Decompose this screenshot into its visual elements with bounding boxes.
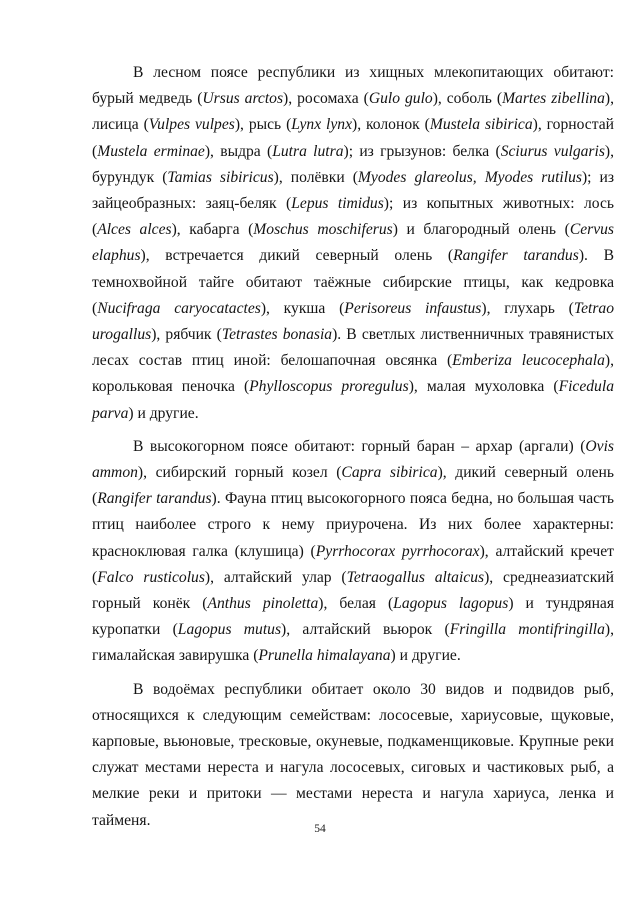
text-segment: ), сибирский горный козел ( [137,464,342,482]
species-name: Ficedula parva [92,378,614,422]
species-name: Lepus timidus [291,195,384,213]
text-segment: ), встречается дикий северный олень ( [140,247,454,265]
species-name: Phylloscopus proregulus [249,378,409,396]
species-name: Mustela sibirica [429,116,533,134]
text-segment: ) и благородный олень ( [392,221,570,239]
text-segment: ) и другие. [390,647,461,665]
species-name: Capra sibirica [341,464,438,482]
species-name: Tetrastes bonasia [221,326,333,344]
species-name: Cervus elaphus [92,221,614,265]
species-name: Rangifer tarandus [453,247,579,265]
text-segment: ). В темнохвойной тайге обитают таёжные сибирские птицы, как кедровка ( [92,247,614,317]
species-name: Lutra lutra [272,142,344,160]
text-segment: В высокогорном поясе обитают: горный баран – архар (аргали) ( [133,437,586,455]
text-segment: ), кукша ( [260,299,345,317]
species-name: Lagopus lagopus [393,595,509,613]
text-segment: ), дикий северный олень ( [92,464,614,508]
text-segment: В лесном поясе республики из хищных млекопитающих обитают: бурый медведь ( [92,64,614,108]
text-segment: ); из грызунов: белка ( [343,142,501,160]
text-segment: ), белая ( [318,595,394,613]
text-segment: ), соболь ( [432,90,503,108]
species-name: Lynx lynx [291,116,353,134]
paragraph-highland-belt [92,434,614,670]
text-segment: ), выдра ( [204,142,273,160]
text-segment: ). Фауна птиц высокогорного пояса бедна, но большая часть птиц наиболее строго к нему приурочена. Из них более характерны: красноклювая галка (клушица) ( [92,490,614,560]
species-name: Tetraogallus altaicus [346,568,485,586]
text-segment: В водоёмах республики обитает около 30 видов и подвидов рыб, относящихся к следующим семействам: лососевые, хариусовые, щуковые, карповые, вьюновые, тресковые, окуневые, подкаменщиковые. Крупные реки служат местами нереста и нагула лососевых, сиговых и частиковых рыб, а мелкие реки и притоки — местами нереста и нагула хариуса, ленка и тайменя. [92,680,614,829]
species-name: Vulpes vulpes [148,116,235,134]
text-segment: ), алтайский кречет ( [92,542,614,586]
species-name: Emberiza leucocephala [452,352,605,370]
paragraph-forest-belt [92,60,614,427]
species-name: Ovis ammon [92,437,614,482]
species-name: Falco rusticolus [97,568,205,586]
species-name: Myodes glareolus, Myodes rutilus [357,168,582,186]
species-name: Gulo gulo [368,90,433,108]
text-segment: ), рябчик ( [151,326,222,344]
species-name: Moschus moschiferus [253,221,393,239]
text-segment: ), корольковая пеночка ( [92,352,614,396]
species-name: Nucifraga caryocatactes [97,299,261,317]
text-segment: ), рысь ( [234,116,292,134]
body-text [92,60,614,834]
text-segment: ), полёвки ( [273,168,358,186]
text-segment: ), колонок ( [352,116,430,134]
text-segment: ), гималайская завирушка ( [92,621,615,665]
species-name: Tamias sibiricus [167,168,274,186]
text-segment: ); из копытных животных: лось ( [92,195,614,239]
text-segment: ), алтайский вьюрок ( [281,621,450,639]
species-name: Pyrrhocorax pyrrhocorax [315,542,480,560]
text-segment: ), кабарга ( [171,221,254,239]
text-segment: ); из зайцеобразных: заяц-беляк ( [92,168,614,213]
species-name: Ursus arctos [202,90,284,108]
text-segment: ), лисица ( [92,90,614,134]
species-name: Rangifer tarandus [97,490,212,508]
text-segment: ), бурундук ( [92,142,614,186]
species-name: Martes zibellina [502,90,605,108]
species-name: Perisoreus infaustus [344,299,482,317]
text-segment: ) и тундряная куропатки ( [92,595,615,639]
species-name: Alces alces [97,221,172,239]
species-name: Lagopus mutus [177,621,282,639]
species-name: Anthus pinoletta [207,595,319,613]
paragraph-water-bodies [92,677,614,834]
species-name: Fringilla montifringilla [449,621,605,639]
page-number: 54 [314,823,326,835]
text-segment: ) и другие. [128,404,199,422]
species-name: Tetrao urogallus [92,299,614,344]
text-segment: ), горностай ( [92,116,614,160]
species-name: Sciurus vulgaris [500,142,605,160]
text-segment: ), малая мухоловка ( [408,378,559,396]
text-segment: ). В светлых лиственничных травянистых лесах состав птиц иной: белошапочная овсянка ( [92,326,614,370]
text-segment: ), алтайский улар ( [204,568,347,586]
text-segment: ), росомаха ( [283,90,369,108]
species-name: Mustela erminae [97,142,205,160]
species-name: Prunella himalayana [258,647,391,665]
text-segment: ), глухарь ( [481,299,574,317]
text-segment: ), среднеазиатский горный конёк ( [92,568,614,613]
